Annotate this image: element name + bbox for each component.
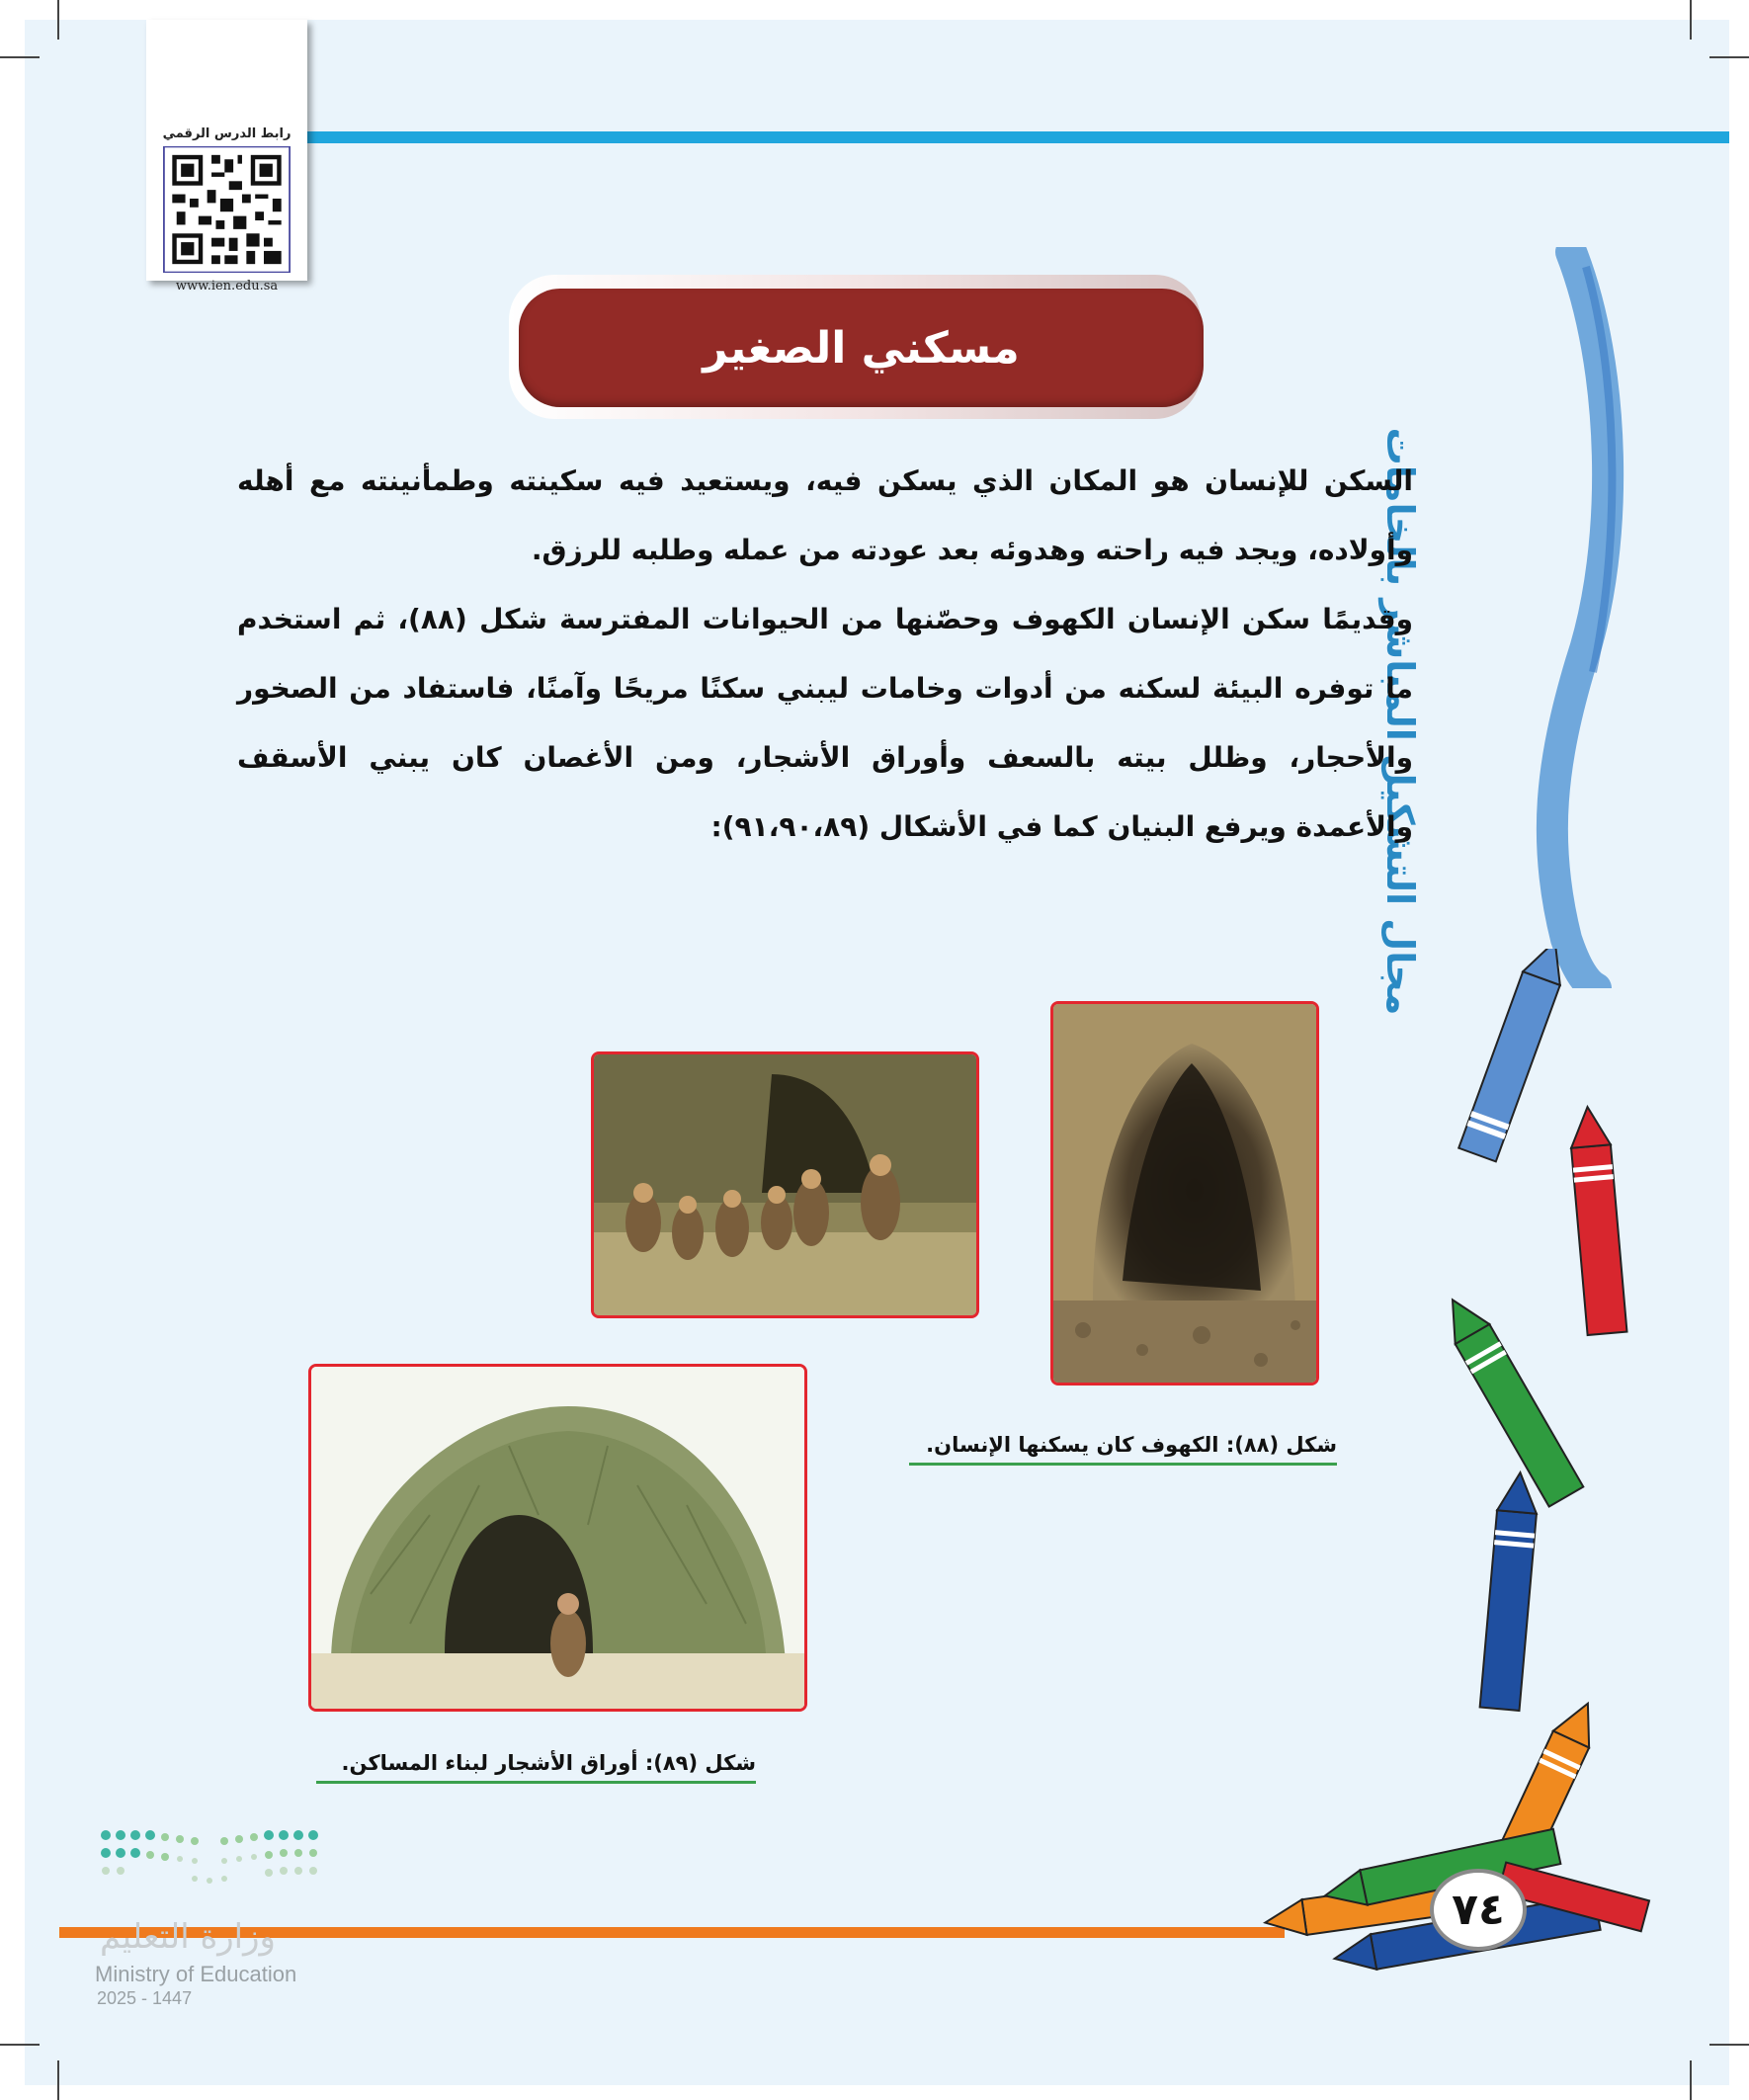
crop-mark xyxy=(1709,2044,1749,2046)
cave-dwellers-photo xyxy=(591,1051,979,1318)
leaf-hut-photo xyxy=(308,1364,807,1712)
figure-88-caption: شكل (٨٨): الكهوف كان يسكنها الإنسان. xyxy=(909,1433,1337,1466)
ministry-logo-icon xyxy=(96,1823,323,1922)
page-number: ٧٤ xyxy=(1430,1869,1527,1951)
crop-mark xyxy=(1690,2060,1692,2100)
page-title: مسكني الصغير xyxy=(519,289,1204,407)
qr-card[interactable] xyxy=(146,20,307,294)
qr-code-icon[interactable] xyxy=(163,146,291,273)
ministry-name-en: Ministry of Education xyxy=(95,1962,297,1986)
body-paragraph-1: السكن للإنسان هو المكان الذي يسكن فيه، ويستعيد فيه سكينته وطمأنينته مع أهله وأولاده، ويجد فيه راحته وهدوئه بعد عودته من عمله وطلبه للرزق. xyxy=(237,464,1413,566)
figure-89-caption: شكل (٨٩): أوراق الأشجار لبناء المساكن. xyxy=(316,1751,756,1784)
body-text xyxy=(237,447,1413,862)
crop-mark xyxy=(1690,0,1692,40)
qr-label: رابط الدرس الرقمي xyxy=(162,126,292,141)
crop-mark xyxy=(0,56,40,58)
side-title: مجال التشكيل المباشر بالخامات xyxy=(1378,427,1422,1016)
crop-mark xyxy=(1709,56,1749,58)
qr-url[interactable]: www.ien.edu.sa xyxy=(175,279,279,294)
top-divider xyxy=(232,131,1729,143)
ministry-name-ar: وزارة التعليم xyxy=(100,1917,276,1957)
edition-year: 2025 - 1447 xyxy=(97,1988,193,2008)
crop-mark xyxy=(57,0,59,40)
crop-mark xyxy=(0,2044,40,2046)
crayons-decoration xyxy=(1245,949,1680,1996)
body-paragraph-2: وقديمًا سكن الإنسان الكهوف وحصّنها من الحيوانات المفترسة شكل (٨٨)، ثم استخدم ما توفره البيئة لسكنه من أدوات وخامات ليبني سكنًا مريحًا وآمنًا، فاستفاد من الصخور والأحجار، وظلل بيته بالسعف وأوراق الأشجار، ومن الأغصان كان يبني الأسقف والأعمدة ويرفع البنيان كما في الأشكال (٩١،٩٠،٨٩): xyxy=(237,603,1413,843)
side-wave-decoration xyxy=(1502,247,1650,988)
crop-mark xyxy=(57,2060,59,2100)
